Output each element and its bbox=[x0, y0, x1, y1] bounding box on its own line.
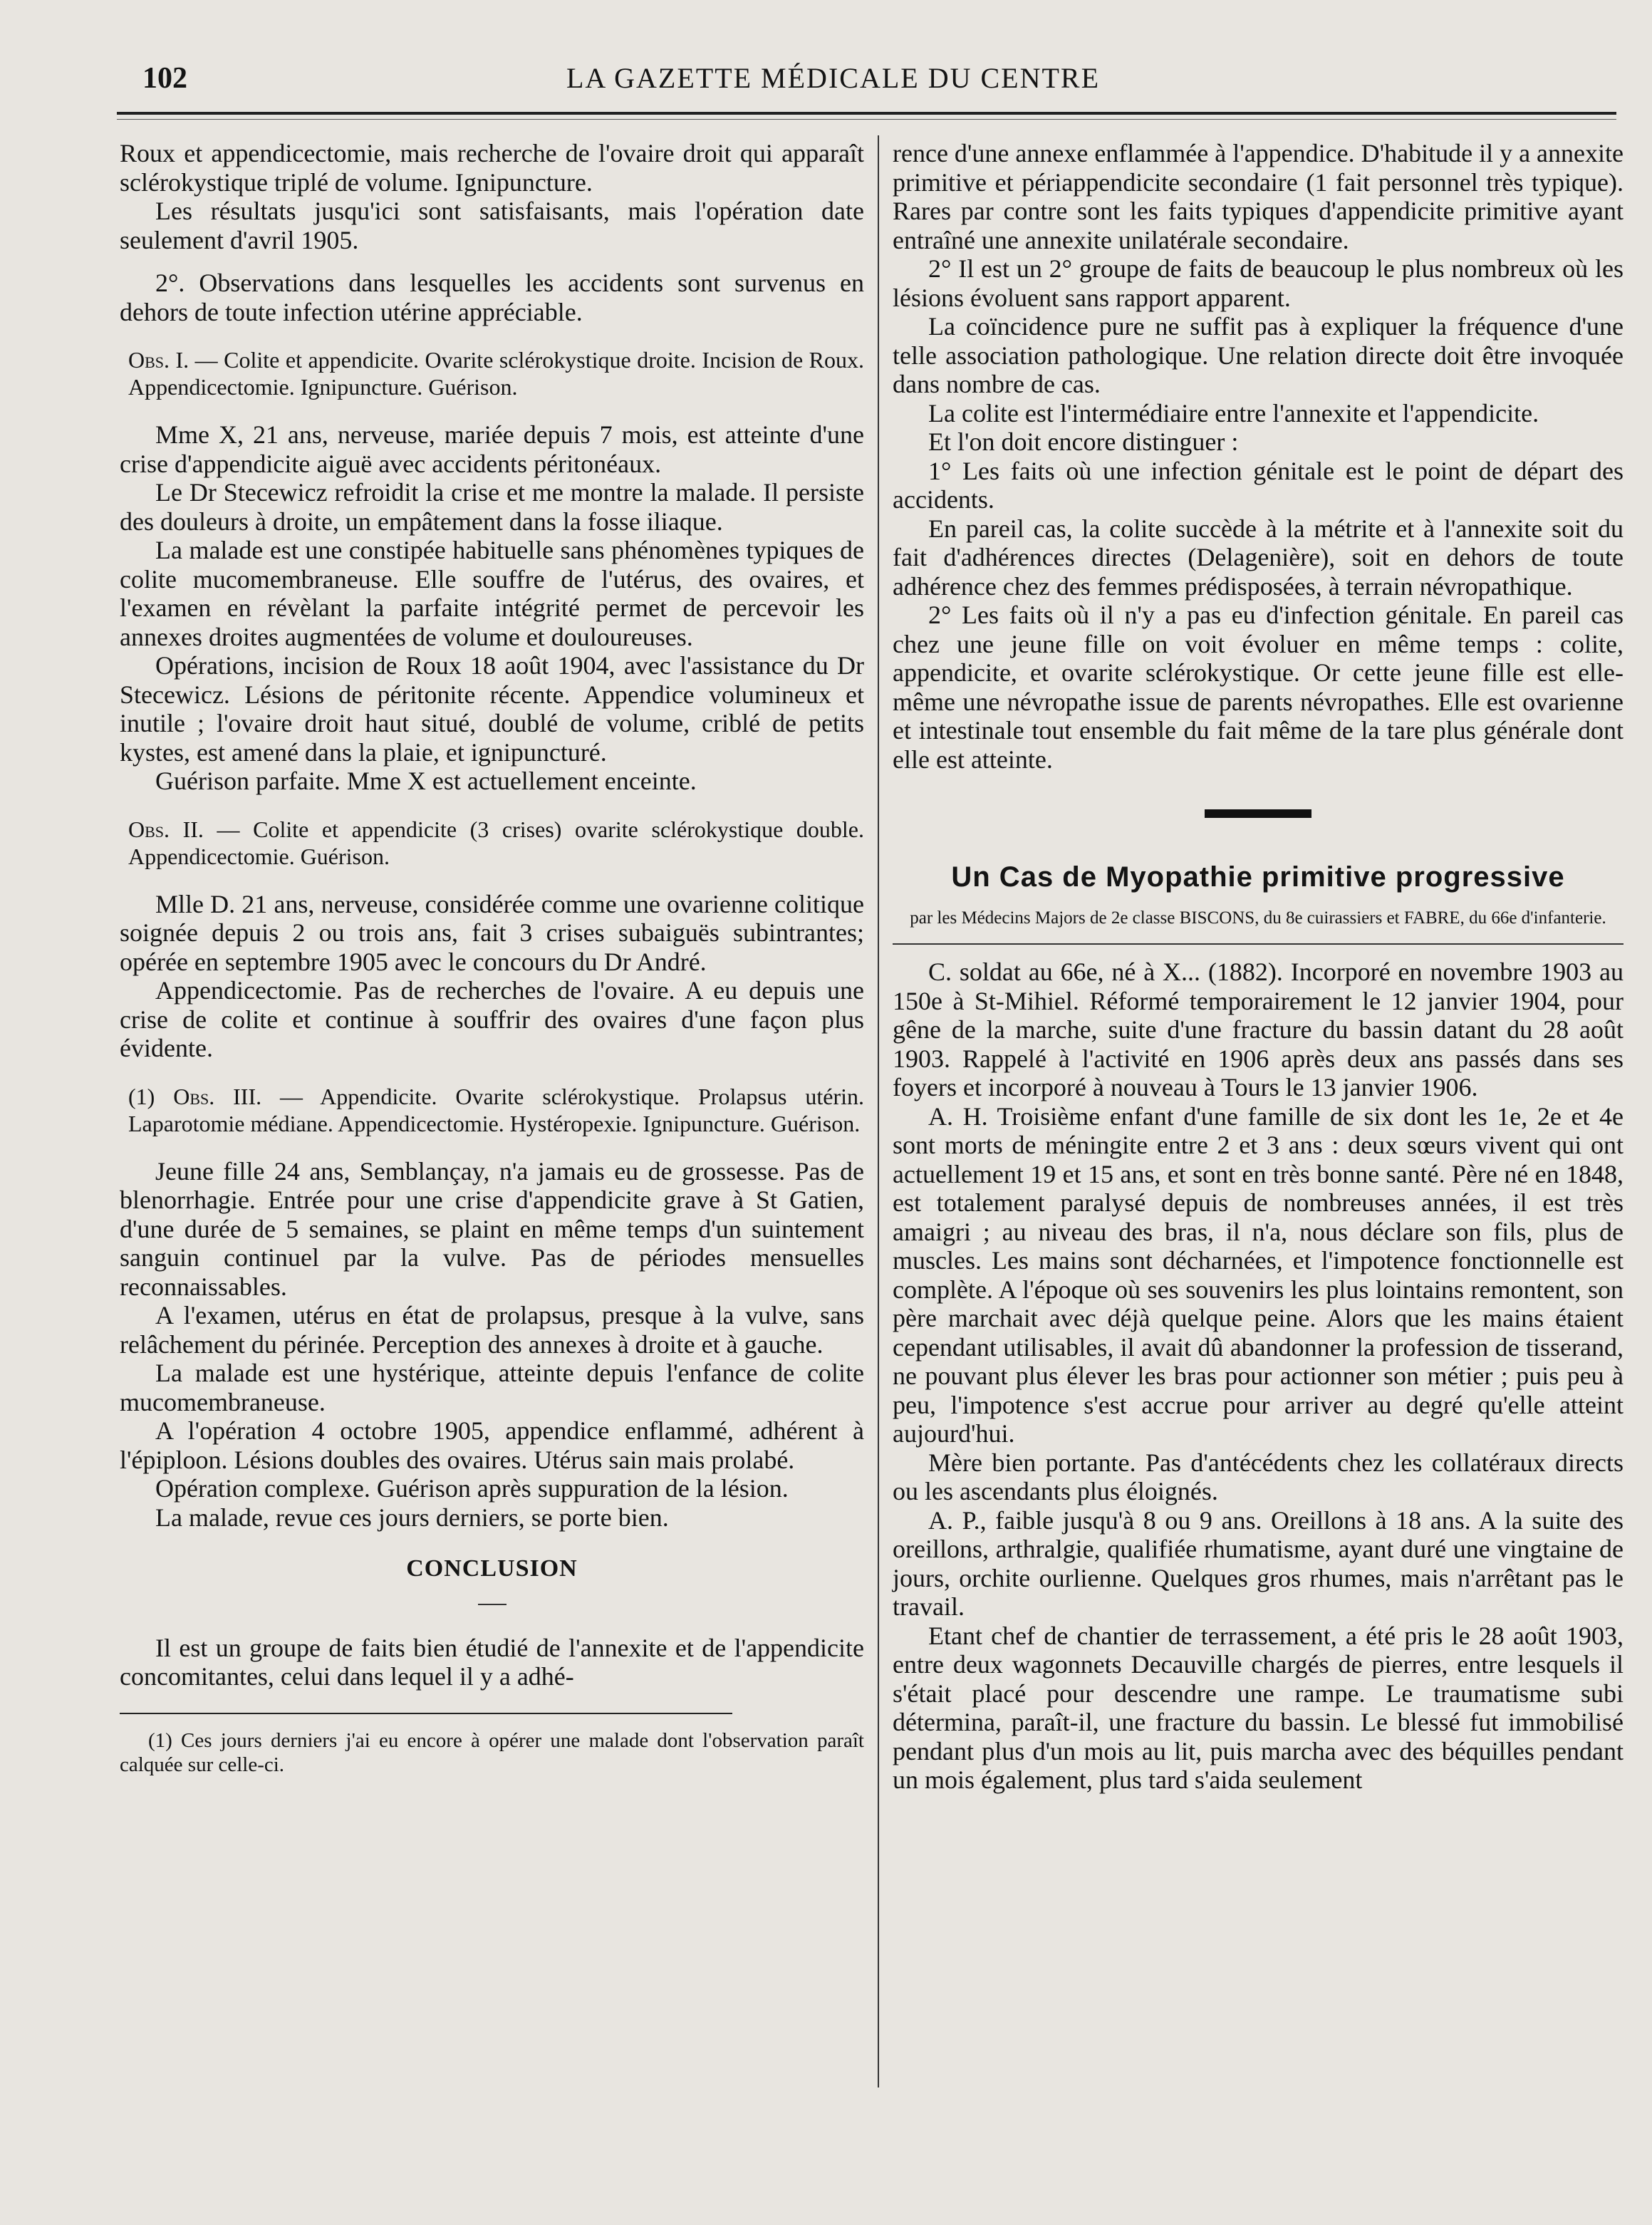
observation-label: Obs. II. bbox=[128, 816, 204, 842]
observation-summary: — Appendicite. Ovarite sclérokystique. Prolapsus utérin. Laparotomie médiane. Appendicectomie. Hystéropexie. Ignipuncture. Guérison. bbox=[128, 1083, 865, 1136]
separator-dash bbox=[478, 1604, 506, 1605]
paragraph: Roux et appendicectomie, mais recherche de l'ovaire droit qui apparaît sclérokystique triplé de volume. Ignipuncture. bbox=[120, 139, 864, 197]
paragraph: La colite est l'intermédiaire entre l'annexite et l'appendicite. bbox=[928, 398, 1539, 427]
page-header bbox=[142, 61, 1610, 104]
paragraph: Le Dr Stecewicz refroidit la crise et me montre la malade. Il persiste des douleurs à droite, un empâtement dans la fosse iliaque. bbox=[120, 478, 864, 536]
footnote: (1) Ces jours derniers j'ai eu encore à opérer une malade dont l'observation paraît calquée sur celle-ci. bbox=[120, 1728, 864, 1776]
paragraph: 2° Les faits où il n'y a pas eu d'infection génitale. En pareil cas chez une jeune fille on voit évoluer en même temps : colite, appendicite, et ovarite sclérokystique. Or cette jeune fille est elle-même une névropathe issue de parents névropathes. Elle est ovarienne et intestinale tout ensemble du fait même de la tare plus générale dont elle est atteinte. bbox=[893, 601, 1624, 774]
header-rule bbox=[117, 112, 1616, 115]
paragraph: La malade, revue ces jours derniers, se porte bien. bbox=[155, 1503, 669, 1532]
column-divider bbox=[878, 135, 879, 2087]
header-rule-thin bbox=[117, 119, 1616, 120]
observation-summary: — Colite et appendicite (3 crises) ovarite sclérokystique double. Appendicectomie. Guérison. bbox=[128, 816, 864, 869]
observation-label: Obs. I. bbox=[128, 347, 189, 373]
left-column bbox=[120, 139, 864, 1777]
paragraph: La coïncidence pure ne suffit pas à expliquer la fréquence d'une telle association pathologique. Une relation directe doit être invoquée dans nombre de cas. bbox=[893, 312, 1624, 398]
paragraph: 1° Les faits où une infection génitale est le point de départ des accidents. bbox=[893, 456, 1624, 514]
paragraph: Et l'on doit encore distinguer : bbox=[928, 427, 1239, 456]
paragraph: A. P., faible jusqu'à 8 ou 9 ans. Oreillons à 18 ans. A la suite des oreillons, arthralgie, qualifiée rhumatisme, ayant duré une vingtaine de jours, orchite ourlienne. Quelques gros rhumes, mais n'arrêtant pas le travail. bbox=[893, 1505, 1624, 1621]
paragraph: rence d'une annexe enflammée à l'appendice. D'habitude il y a annexite primitive et périappendicite secondaire (1 fait personnel très typique). Rares par contre sont les faits typiques d'appendicite primitive ayant entraîné une annexite unilatérale secondaire. bbox=[893, 139, 1624, 254]
section-paragraph: 2°. Observations dans lesquelles les accidents sont survenus en dehors de toute infection utérine appréciable. bbox=[120, 269, 864, 326]
paragraph: Jeune fille 24 ans, Semblançay, n'a jamais eu de grossesse. Pas de blenorrhagie. Entrée pour une crise d'appendicite grave à St Gatien, d'une durée de 5 semaines, se plaint en même temps d'un suintement sanguin continuel par la vulve. Pas de périodes mensuelles reconnaissables. bbox=[120, 1156, 864, 1301]
paragraph: Les résultats jusqu'ici sont satisfaisants, mais l'opération date seulement d'avril 1905. bbox=[120, 197, 864, 254]
observation-label: Obs. III. bbox=[173, 1083, 262, 1109]
paragraph: La malade est une hystérique, atteinte depuis l'enfance de colite mucomembraneuse. bbox=[120, 1359, 864, 1416]
paragraph: A l'opération 4 octobre 1905, appendice enflammé, adhérent à l'épiploon. Lésions doubles des ovaires. Utérus sain mais prolabé. bbox=[120, 1416, 864, 1474]
paragraph: A l'examen, utérus en état de prolapsus, presque à la vulve, sans relâchement du périnée. Perception des annexes à droite et à gauche. bbox=[120, 1301, 864, 1359]
observation-summary: — Colite et appendicite. Ovarite sclérokystique droite. Incision de Roux. Appendicectomie. Ignipuncture. Guérison. bbox=[128, 347, 864, 400]
footnote-marker: (1) bbox=[128, 1083, 174, 1109]
section-separator-bar bbox=[1205, 809, 1311, 818]
paragraph: Mère bien portante. Pas d'antécédents chez les collatéraux directs ou les ascendants plus éloignés. bbox=[893, 1448, 1624, 1505]
right-column bbox=[893, 139, 1624, 1795]
paragraph: La malade est une constipée habituelle sans phénomènes typiques de colite mucomembraneuse. Elle souffre de l'utérus, des ovaires, et l'examen en révèlant la parfaite intégrité permet de percevoir les annexes droites augmentées de volume et douloureuses. bbox=[120, 536, 864, 651]
observation-heading-2 bbox=[120, 816, 864, 870]
paragraph: Guérison parfaite. Mme X est actuellement enceinte. bbox=[155, 767, 697, 795]
paragraph: A. H. Troisième enfant d'une famille de six dont les 1e, 2e et 4e sont morts de méningite entre 2 et 3 ans : deux sœurs vivent qui ont actuellement 19 et 15 ans, et sont en très bonne santé. Père né en 1848, est totalement paralysé depuis de nombreuses années, il est très amaigri ; au niveau des bras, il n'a, nous déclare son fils, plus de muscles. Les mains sont décharnées, et l'impotence fonctionnelle est complète. A l'époque où ses souvenirs les plus lointains remontent, son père marchait avec déjà quelque peine. Alors que les mains étaient cependant utilisables, il avait dû abandonner la profession de tisserand, ne pouvant plus élever les bras pour actionner son métier ; puis peu à peu, l'impotence s'est accrue pour arriver au degré qu'elle atteint aujourd'hui. bbox=[893, 1101, 1624, 1448]
conclusion-heading: CONCLUSION bbox=[406, 1555, 578, 1582]
paragraph: C. soldat au 66e, né à X... (1882). Incorporé en novembre 1903 au 150e à St-Mihiel. Réformé temporairement le 12 janvier 1904, pour gêne de la marche, suite d'une fracture du bassin datant du 28 août 1903. Rappelé à l'activité en 1906 après deux ans passés dans ses foyers et incorporé à nouveau à Tours le 13 janvier 1906. bbox=[893, 958, 1624, 1101]
paragraph: Mme X, 21 ans, nerveuse, mariée depuis 7 mois, est atteinte d'une crise d'appendicite aiguë avec accidents péritonéaux. bbox=[120, 420, 864, 478]
paragraph: En pareil cas, la colite succède à la métrite et à l'annexite soit du fait d'adhérences directes (Delagenière), soit en dehors de toute adhérence chez des femmes prédisposées, à terrain névropathique. bbox=[893, 514, 1624, 601]
paragraph: Il est un groupe de faits bien étudié de l'annexite et de l'appendicite concomitantes, celui dans lequel il y a adhé- bbox=[120, 1633, 864, 1691]
observation-heading-3 bbox=[120, 1083, 864, 1137]
footnote-rule bbox=[120, 1713, 732, 1714]
paragraph: Opérations, incision de Roux 18 août 1904, avec l'assistance du Dr Stecewicz. Lésions de péritonite récente. Appendice volumineux et inutile ; l'ovaire droit haut situé, doublé de volume, criblé de petits kystes, est amené dans la plaie, et ignipuncturé. bbox=[120, 651, 864, 767]
paragraph: Opération complexe. Guérison après suppuration de la lésion. bbox=[155, 1474, 789, 1503]
observation-heading-1 bbox=[120, 346, 864, 400]
paragraph: Etant chef de chantier de terrassement, a été pris le 28 août 1903, entre deux wagonnets Decauville chargés de pierres, entre lesquels il s'était placé pour descendre une rampe. Le traumatisme subi détermina, paraît-il, une fracture du bassin. Le blessé fut immobilisé pendant plus d'un mois au lit, puis marcha avec des béquilles pendant un mois également, plus tard s'aida seulement bbox=[893, 1621, 1624, 1794]
paragraph: Mlle D. 21 ans, nerveuse, considérée comme une ovarienne colitique soignée depuis 2 ou trois ans, fait 3 crises subaiguës subintrantes; opérée en septembre 1905 avec le concours du Dr André. bbox=[120, 889, 864, 976]
byline-rule bbox=[893, 943, 1624, 945]
paragraph: 2° Il est un 2° groupe de faits de beaucoup le plus nombreux où les lésions évoluent sans rapport apparent. bbox=[893, 254, 1624, 312]
article-byline: par les Médecins Majors de 2e classe BISCONS, du 8e cuirassiers et FABRE, du 66e d'infanterie. bbox=[910, 908, 1606, 928]
page-number: 102 bbox=[142, 62, 187, 95]
paragraph: Appendicectomie. Pas de recherches de l'ovaire. A eu depuis une crise de colite et continue à souffrir des ovaires d'une façon plus évidente. bbox=[120, 976, 864, 1062]
article-title: Un Cas de Myopathie primitive progressive bbox=[951, 861, 1565, 893]
journal-title: LA GAZETTE MÉDICALE DU CENTRE bbox=[566, 62, 1101, 94]
